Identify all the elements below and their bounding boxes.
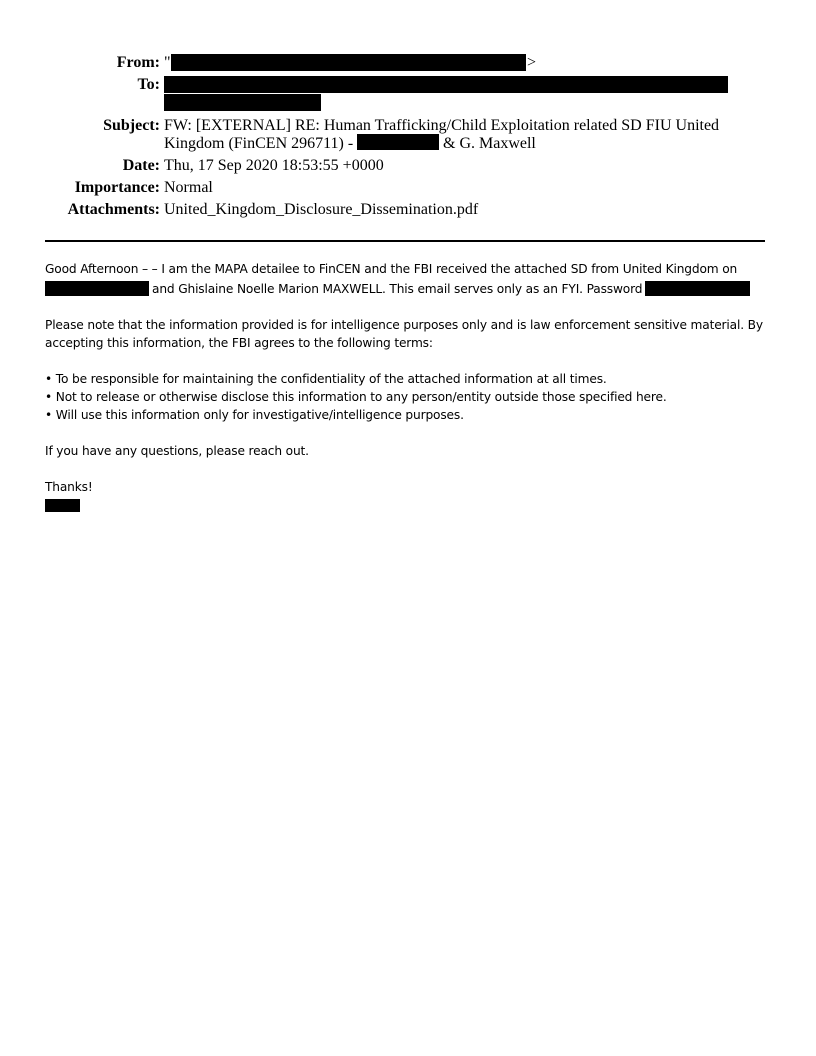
importance-label: Importance: xyxy=(74,179,160,196)
from-prefix: " xyxy=(164,54,171,71)
to-redaction-line2 xyxy=(164,94,321,111)
importance-value: Normal xyxy=(164,179,213,196)
from-label: From: xyxy=(116,54,160,71)
subject-line2-prefix: Kingdom (FinCEN 296711) - xyxy=(164,135,354,152)
body-thanks-line: Thanks! xyxy=(45,480,93,494)
to-redaction-line1 xyxy=(164,76,728,93)
body-redaction-password xyxy=(645,281,750,296)
list-item: • To be responsible for maintaining the confidentiality of the attached information at all times. xyxy=(45,372,607,386)
from-suffix: > xyxy=(527,54,537,71)
from-redaction xyxy=(171,54,526,71)
attachments-label: Attachments: xyxy=(67,201,160,218)
to-label: To: xyxy=(137,76,160,93)
date-label: Date: xyxy=(122,157,160,174)
body-paragraph-1-line-2-text: and Ghislaine Noelle Marion MAXWELL. This email serves only as an FYI. Password xyxy=(152,282,643,296)
signature-redaction xyxy=(45,499,80,512)
body-paragraph-2-line-2: accepting this information, the FBI agrees to the following terms: xyxy=(45,336,433,350)
body-paragraph-1-line-1: Good Afternoon – – I am the MAPA detailee to FinCEN and the FBI received the attached SD from United Kingdom on xyxy=(45,262,738,276)
list-item: • Will use this information only for investigative/intelligence purposes. xyxy=(45,408,464,422)
subject-redaction xyxy=(357,134,439,150)
list-item: • Not to release or otherwise disclose this information to any person/entity outside those specified here. xyxy=(45,390,667,404)
subject-line2-suffix: & G. Maxwell xyxy=(443,135,536,152)
subject-line1: FW: [EXTERNAL] RE: Human Trafficking/Child Exploitation related SD FIU United xyxy=(164,117,720,134)
subject-label: Subject: xyxy=(103,117,160,134)
attachment-filename[interactable]: United_Kingdom_Disclosure_Dissemination.pdf xyxy=(164,201,479,218)
body-redaction-name xyxy=(45,281,149,296)
body-paragraph-1-line-2 xyxy=(45,280,770,298)
header-divider xyxy=(45,240,765,242)
body-questions-line: If you have any questions, please reach out. xyxy=(45,444,309,458)
body-paragraph-2-line-1: Please note that the information provided is for intelligence purposes only and is law enforcement sensitive material. By xyxy=(45,318,763,332)
date-value: Thu, 17 Sep 2020 18:53:55 +0000 xyxy=(164,157,384,174)
